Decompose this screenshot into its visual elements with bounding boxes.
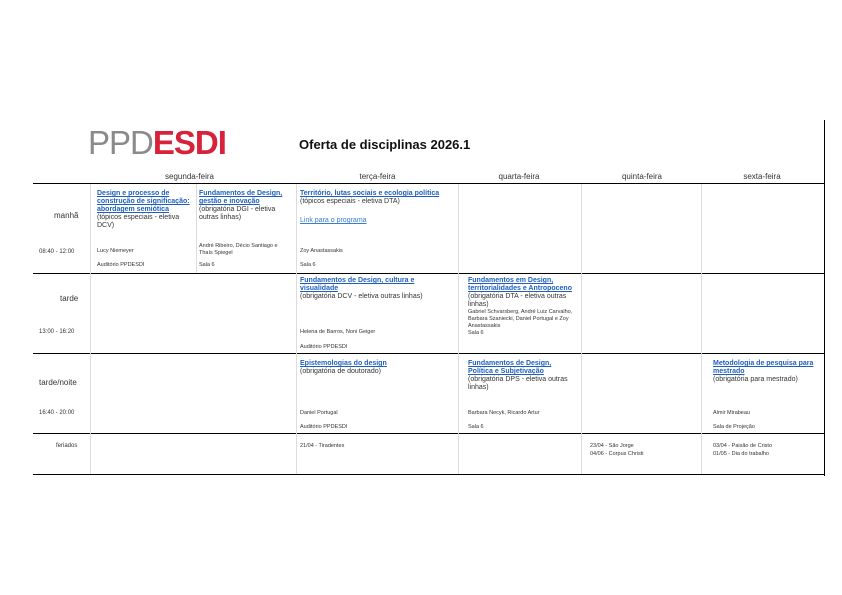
course-note: (obrigatória DCV - eletiva outras linhas) [300,293,423,300]
course-teacher: Helena de Barros, Noni Geiger [300,329,376,335]
page-right-border [824,120,825,476]
day-header-monday: segunda-feira [165,172,214,181]
period-time-afternoon: 13:00 - 16:20 [39,329,75,335]
course-note: (tópicos especiais - eletiva DCV) [97,214,180,229]
course-cell-ter-evening [300,360,450,376]
course-title-link[interactable]: Território, lutas sociais e ecologia política [300,190,440,197]
course-teacher: Zoy Anastassakis [300,248,343,254]
period-label-morning: manhã [54,211,79,220]
table-rule-afternoon [33,353,824,354]
holiday-item: 23/04 - São Jorge [590,443,634,449]
table-rule-evening [33,433,824,434]
day-header-friday: sexta-feira [743,172,781,181]
course-room: Sala 6 [199,262,215,268]
course-cell-ter-morning [300,190,455,206]
column-divider [196,184,197,273]
course-note: (obrigatória de doutorado) [300,368,381,375]
course-title-link[interactable]: Epistemologias do design [300,360,387,367]
ppdesdi-logo [88,126,226,160]
course-title-link[interactable]: Fundamentos de Design, cultura e visualidade [300,277,415,292]
table-rule-bottom [33,474,824,475]
course-room: Auditório PPDESDI [97,262,145,268]
logo-part-2: ESDI [152,124,226,161]
logo-part-1: PPD [88,124,153,161]
holiday-item: 21/04 - Tiradentes [300,443,345,449]
column-divider [90,184,91,474]
column-divider [296,184,297,474]
course-teacher: Daniel Portugal [300,410,338,416]
course-cell-qua-afternoon [468,277,576,337]
program-link[interactable]: Link para o programa [300,217,367,224]
day-header-thursday: quinta-feira [621,172,663,181]
course-title-link[interactable]: Fundamentos de Design, gestão e inovação [199,190,283,205]
course-room: Sala 6 [300,262,316,268]
course-cell-ter-afternoon [300,277,450,301]
course-note: (obrigatória DPS - eletiva outras linhas) [468,376,568,391]
table-rule-header [33,183,824,184]
column-divider [581,184,582,474]
course-room: Auditório PPDESDI [300,424,348,430]
course-cell-seg-b [199,190,291,222]
holiday-item: 03/04 - Paixão de Cristo [713,443,773,449]
course-room: Sala de Projeção [713,424,755,430]
course-title-link[interactable]: Metodologia de pesquisa para mestrado [713,360,814,375]
course-teacher: Almir Mirabeau [713,410,750,416]
table-rule-morning [33,273,824,274]
course-teacher: Lucy Niemeyer [97,248,134,254]
day-header-tuesday: terça-feira [359,172,396,181]
page-title: Oferta de disciplinas 2026.1 [299,137,471,152]
course-cell-qua-evening [468,360,576,392]
course-room: Auditório PPDESDI [300,344,348,350]
course-room: Sala 6 [468,330,484,336]
holiday-item: 01/05 - Dia do trabalho [713,451,769,457]
column-divider [458,184,459,474]
course-note: (obrigatória DTA - eletiva outras linhas) [468,293,567,308]
course-teacher: Barbara Necyk, Ricardo Artur [468,410,540,416]
holiday-item: 04/06 - Corpus Christi [590,451,644,457]
course-title-link[interactable]: Fundamentos de Design, Política e Subjetivação [468,360,552,375]
course-teacher: André Ribeiro, Décio Santiago e Thaís Spiegel [199,243,278,256]
course-title-link[interactable]: Design e processo de construção de significação: abordagem semiótica [97,190,190,213]
course-cell-sex-evening [713,360,821,384]
period-time-morning: 08:40 - 12:00 [39,249,75,255]
period-label-holidays: feriados [56,443,78,449]
period-time-evening: 16:40 - 20:00 [39,410,75,416]
column-divider [701,184,702,474]
course-note: (tópicos especiais - eletiva DTA) [300,198,400,205]
course-note: (obrigatória DGI - eletiva outras linhas) [199,206,276,221]
day-header-wednesday: quarta-feira [498,172,540,181]
period-label-evening: tarde/noite [39,378,77,387]
course-room: Sala 6 [468,424,484,430]
course-cell-seg-a [97,190,193,230]
course-teacher: Gabriel Schvarsberg, André Luiz Carvalho, Barbara Szaniecki, Daniel Portugal e Zoy Anastassakis [468,309,573,329]
course-title-link[interactable]: Fundamentos em Design, territorialidades e Antropoceno [468,277,572,292]
period-label-afternoon: tarde [60,294,79,303]
course-note: (obrigatória para mestrado) [713,376,798,383]
